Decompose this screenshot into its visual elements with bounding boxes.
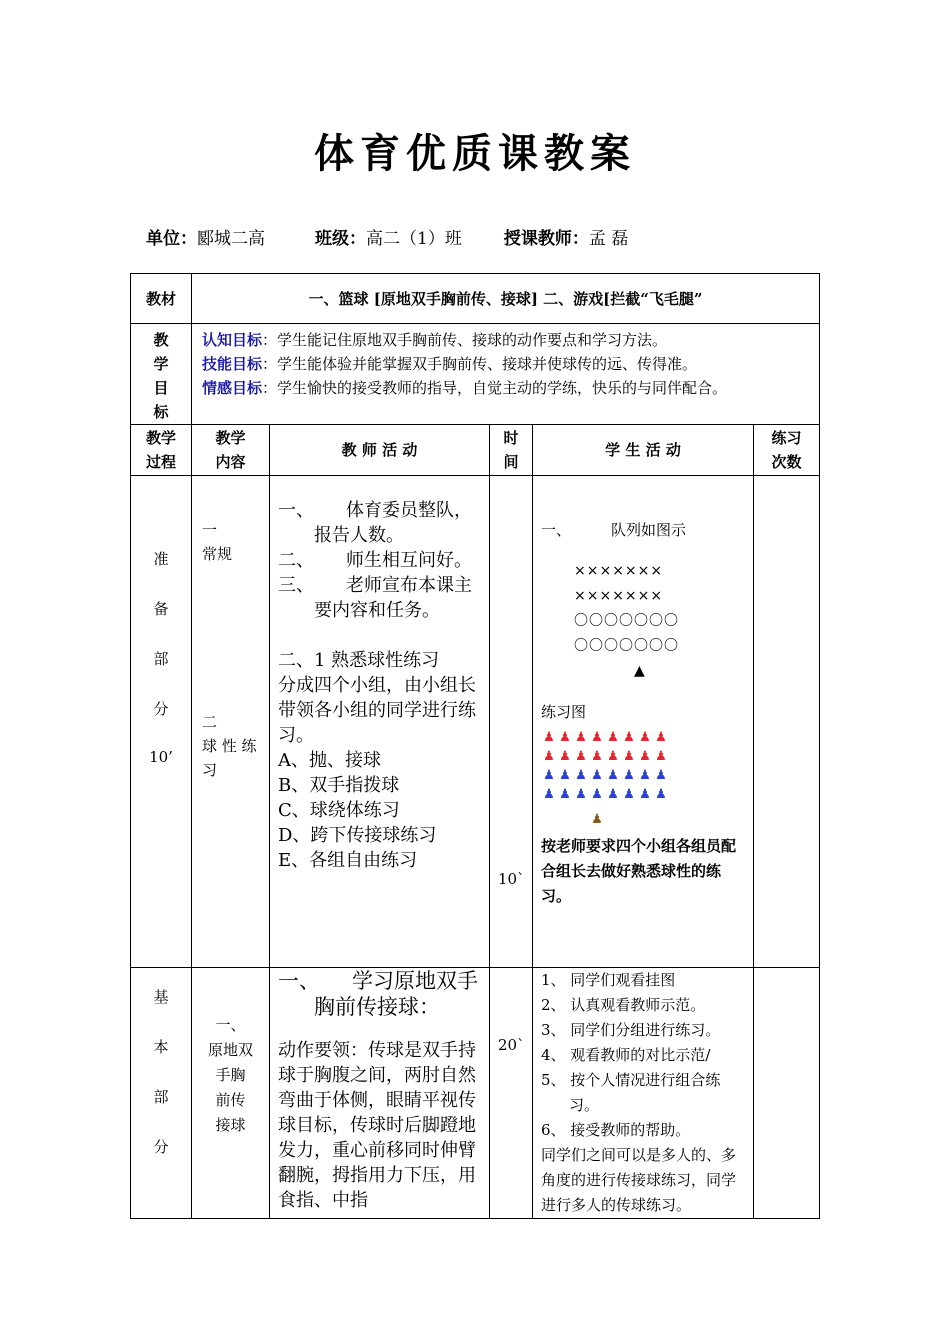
practice-label: 练习图: [541, 703, 587, 721]
col-time: 时 间: [490, 425, 533, 476]
figure-row-red-2: ♟ ♟ ♟ ♟ ♟ ♟ ♟ ♟: [543, 749, 667, 764]
basic-student-activity: 1、 同学们观看挂图 2、 认真观看教师示范。 3、 同学们分组进行练习。 4、 观看教师的对比示范/ 5、 按个人情况进行组合练习。 6、 接受教师的帮助。 同学们之间可以是多人的、多角度的进行传接球练习，同学进行多人的传球练习。: [533, 968, 754, 1219]
goal-emotion: 情感目标：学生愉快的接受教师的指导，自觉主动的学练，快乐的与同伴配合。: [202, 379, 728, 397]
formation-heading: 一、 队列如图示: [541, 521, 687, 539]
basic-count: [754, 968, 820, 1219]
col-process: 教学 过程: [131, 425, 192, 476]
basic-time: 20`: [490, 968, 533, 1219]
prep-teacher-activity: 一、 体育委员整队，报告人数。 二、 师生相互问好。 三、 老师宣布本课主要内容和任务。 二、1 熟悉球性练习 分成四个小组，由小组长带领各小组的同学进行练习。 A、抛、接球 B、双手指拨球 C、球绕体练习 D、跨下传接球练习 E、各组自由练习: [270, 476, 490, 968]
teacher-figure: ♟: [591, 812, 603, 827]
teacher-step-3: 三、 老师宣布本课主要内容和任务。: [278, 575, 472, 621]
formation-diagram: ××××××× ××××××× 〇〇〇〇〇〇〇 〇〇〇〇〇〇〇 ▲: [541, 559, 747, 684]
prep-student-activity: [533, 476, 754, 968]
header-info: [146, 224, 628, 249]
goals-label: 教 学 目 标: [131, 324, 192, 425]
col-count: 练习 次数: [754, 425, 820, 476]
unit-label: 单位：: [146, 229, 197, 249]
basic-content: 一、 原地双 手胸 前传 接球: [192, 968, 270, 1219]
page-title: 体育优质课教案: [314, 130, 636, 177]
goal-skill: 技能目标：学生能体验并能掌握双手胸前传、接球并使球传的远、传得准。: [202, 355, 698, 373]
prep-count: [754, 476, 820, 968]
material-label: 教材: [131, 274, 192, 324]
teacher-marker: ▲: [634, 663, 646, 679]
teacher-label: 授课教师：: [503, 229, 589, 249]
teacher-step-2: 二、 师生相互问好。: [278, 550, 472, 571]
practice-diagram: [541, 725, 747, 828]
col-content: 教学 内容: [192, 425, 270, 476]
prep-content: 一 常规 二 球 性 练 习: [192, 476, 270, 968]
lesson-plan-table: [130, 273, 820, 1219]
goal-cognitive: 认知目标：学生能记住原地双手胸前传、接球的动作要点和学习方法。: [202, 331, 668, 349]
basic-section-label: 基 本 部 分: [131, 968, 192, 1219]
figure-row-blue-2: ♟ ♟ ♟ ♟ ♟ ♟ ♟ ♟: [543, 787, 667, 802]
prep-time: 10`: [490, 476, 533, 968]
class-label: 班级：: [315, 229, 366, 249]
material-content: 一、篮球 [原地双手胸前传、接球] 二、游戏[拦截“飞毛腿”: [192, 274, 820, 324]
teacher-value: 孟 磊: [588, 229, 629, 249]
prep-student-note: 按老师要求四个小组各组员配合组长去做好熟悉球性的练习。: [541, 837, 737, 905]
basic-teacher-heading: 一、 学习原地双手胸前传接球：: [278, 969, 478, 1019]
basic-teacher-text: 动作要领：传球是双手持球于胸腹之间，两肘自然弯曲于体侧，眼睛平视传球目标，传球时后脚蹬地发力，重心前移同时伸臂翻腕，拇指用力下压，用食指、中指: [278, 1040, 476, 1211]
figure-row-red-1: ♟ ♟ ♟ ♟ ♟ ♟ ♟ ♟: [543, 730, 667, 745]
col-student: 学 生 活 动: [533, 425, 754, 476]
basic-teacher-activity: [270, 968, 490, 1219]
unit-value: 郾城二高: [197, 229, 265, 249]
class-value: 高二（1）班: [366, 229, 462, 249]
figure-row-blue-1: ♟ ♟ ♟ ♟ ♟ ♟ ♟ ♟: [543, 768, 667, 783]
prep-section-label: 准 备 部 分 10’: [131, 476, 192, 968]
teacher-step-1: 一、 体育委员整队，报告人数。: [278, 500, 472, 546]
col-teacher: 教 师 活 动: [270, 425, 490, 476]
goals-list: [192, 324, 820, 425]
